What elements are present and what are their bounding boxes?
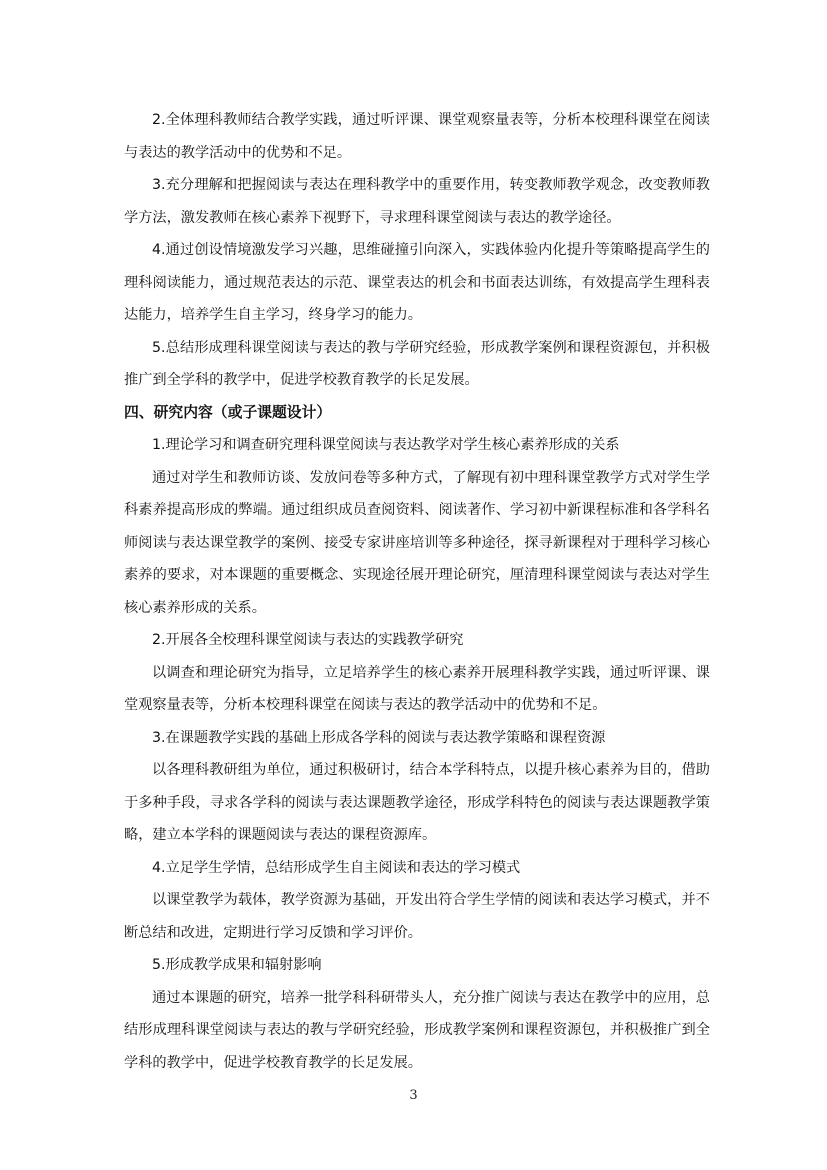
subtopic-4-paragraph: 以课堂教学为载体，教学资源为基础，开发出符合学生学情的阅读和表达学习模式，并不断总结和改进，定期进行学习反馈和学习评价。 — [124, 892, 710, 941]
subtopic-1-title: 1.理论学习和调查研究理科课堂阅读与表达教学对学生核心素养形成的关系 — [152, 437, 620, 453]
objective-3-paragraph: 3.充分理解和把握阅读与表达在理科教学中的重要作用，转变教师教学观念，改变教师教学方法，激发教师在核心素养下视野下，寻求理科课堂阅读与表达的教学途径。 — [124, 177, 710, 226]
subtopic-5-title: 5.形成教学成果和辐射影响 — [152, 957, 322, 973]
subtopic-3-paragraph: 以各理科教研组为单位，通过积极研讨，结合本学科特点，以提升核心素养为目的，借助于多种手段，寻求各学科的阅读与表达课题教学途径，形成学科特色的阅读与表达课题教学策略，建立本学科的课题阅读与表达的课程资源库。 — [124, 762, 710, 843]
document-body — [124, 104, 710, 1079]
subtopic-2-title: 2.开展各全校理科课堂阅读与表达的实践教学研究 — [152, 632, 464, 648]
subtopic-1-paragraph: 通过对学生和教师访谈、发放问卷等多种方式，了解现有初中理科课堂教学方式对学生学科素养提高形成的弊端。通过组织成员查阅资料、阅读著作、学习初中新课程标准和各学科名师阅读与表达课堂教学的案例、接受专家讲座培训等多种途径，探寻新课程对于理科学习核心素养的要求，对本课题的重要概念、实现途径展开理论研究，厘清理科课堂阅读与表达对学生核心素养形成的关系。 — [124, 469, 710, 616]
subtopic-3-title: 3.在课题教学实践的基础上形成各学科的阅读与表达教学策略和课程资源 — [152, 729, 606, 746]
objective-5-paragraph: 5.总结形成理科课堂阅读与表达的教与学研究经验，形成教学案例和课程资源包，并积极推广到全学科的教学中，促进学校教育教学的长足发展。 — [124, 339, 710, 388]
objective-4-paragraph: 4.通过创设情境激发学习兴趣，思维碰撞引向深入，实践体验内化提升等策略提高学生的理科阅读能力，通过规范表达的示范、课堂表达的机会和书面表达训练，有效提高学生理科表达能力，培养学生自主学习，终身学习的能力。 — [124, 242, 710, 323]
objective-2-paragraph: 2.全体理科教师结合教学实践，通过听评课、课堂观察量表等，分析本校理科课堂在阅读与表达的教学活动中的优势和不足。 — [124, 112, 710, 161]
subtopic-5-paragraph: 通过本课题的研究，培养一批学科科研带头人，充分推广阅读与表达在教学中的应用，总结形成理科课堂阅读与表达的教与学研究经验，形成教学案例和课程资源包，并积极推广到全学科的教学中，促进学校教育教学的长足发展。 — [124, 989, 710, 1071]
subtopic-2-paragraph: 以调查和理论研究为指导，立足培养学生的核心素养开展理科教学实践，通过听评课、课堂观察量表等，分析本校理科课堂在阅读与表达的教学活动中的优势和不足。 — [124, 664, 710, 713]
section-heading-research-content: 四、研究内容（或子课题设计） — [124, 403, 332, 421]
page-number: 3 — [409, 1088, 418, 1103]
subtopic-4-title: 4.立足学生学情，总结形成学生自主阅读和表达的学习模式 — [152, 859, 521, 876]
